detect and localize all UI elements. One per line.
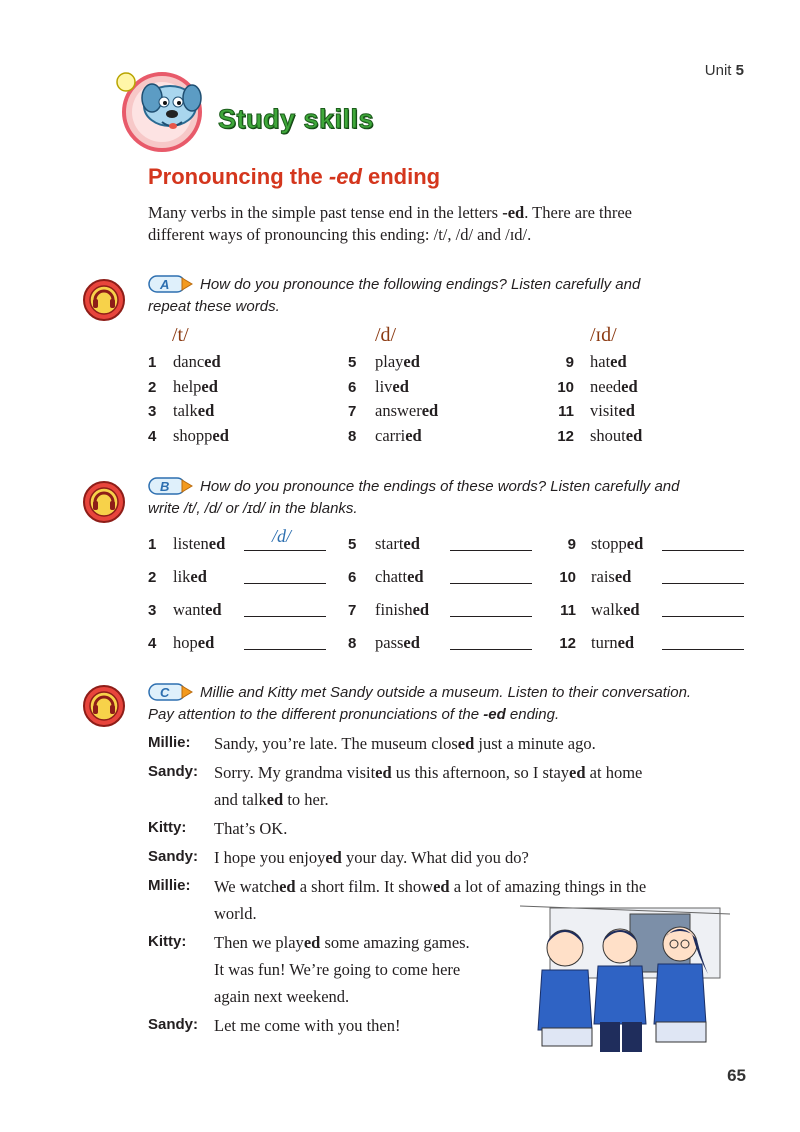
exercise-b-item <box>552 598 752 622</box>
section-title-suffix: ending <box>361 164 441 189</box>
word-stem: liv <box>375 376 393 396</box>
speech-segment: ed <box>457 734 475 753</box>
item-word <box>173 350 221 374</box>
item-word <box>173 631 214 655</box>
item-word <box>590 424 642 448</box>
exercise-a-letter: A <box>160 277 170 292</box>
col-head-t: /t/ <box>172 324 189 346</box>
word-stem: want <box>173 600 206 619</box>
word-stem: talk <box>173 401 198 420</box>
word-stem: play <box>375 352 404 371</box>
section-title-prefix: Pronouncing the <box>148 164 329 189</box>
exercise-b-badge-icon <box>148 477 194 495</box>
exercise-b-letter: B <box>160 479 170 494</box>
speech-segment: ed <box>433 877 450 896</box>
exercise-a-instruction <box>148 274 728 318</box>
word-stem: pass <box>375 633 404 652</box>
speech-line <box>214 730 596 757</box>
word-stem: walk <box>591 600 624 619</box>
exercise-b-item <box>552 532 752 556</box>
item-number: 4 <box>148 635 157 652</box>
speaker-name: Sandy: <box>148 1016 199 1033</box>
item-number: 2 <box>148 378 157 396</box>
exercise-a-item <box>348 350 420 374</box>
exercise-a-item <box>550 375 638 399</box>
exercise-a-text-2: repeat these words. <box>148 298 280 315</box>
exercise-a-item <box>348 399 439 423</box>
item-number: 12 <box>559 635 576 652</box>
speech-segment: Let me come with you then! <box>214 1016 401 1035</box>
word-ending: ed <box>617 633 635 652</box>
exercise-b-item <box>148 631 348 655</box>
item-number: 3 <box>148 403 157 420</box>
speech-segment: just a minute ago. <box>474 734 596 753</box>
exercise-a-item <box>550 399 635 423</box>
exercise-a-item <box>148 424 229 448</box>
item-number: 11 <box>558 403 574 420</box>
item-number: 1 <box>148 354 157 371</box>
item-number: 4 <box>148 427 157 445</box>
answer-blank[interactable] <box>450 616 532 617</box>
speech-segment: ed <box>375 763 392 782</box>
speech-segment: a lot of amazing things in the <box>449 877 647 896</box>
word-ending: ed <box>197 401 215 420</box>
exercise-c-text-1: Millie and Kitty met Sandy outside a museum. Listen to their conversation. <box>200 684 692 701</box>
word-ending: ed <box>392 376 409 396</box>
speech-line <box>214 759 642 786</box>
section-title-italic: -ed <box>328 164 362 189</box>
item-word <box>375 399 438 423</box>
exercise-a-item <box>550 350 627 374</box>
col-head-d: /d/ <box>375 324 397 346</box>
word-ending: ed <box>407 567 424 586</box>
item-word <box>173 424 229 448</box>
exercise-a-item <box>348 375 409 399</box>
exercise-b-instruction <box>148 476 728 520</box>
item-number: 5 <box>348 354 357 371</box>
exercise-b-item <box>552 631 752 655</box>
answer-blank[interactable] <box>450 583 532 584</box>
exercise-b-item <box>348 532 548 556</box>
speech-segment: world. <box>214 904 257 923</box>
intro-text-1a: Many verbs in the simple past tense end in the letters <box>148 203 503 222</box>
exercise-c-instruction <box>148 682 748 726</box>
word-stem: answer <box>375 401 422 420</box>
answer-blank[interactable] <box>244 550 326 551</box>
word-stem: help <box>173 376 202 396</box>
page-number: 65 <box>727 1066 746 1085</box>
answer-blank[interactable] <box>244 616 326 617</box>
exercise-b-text-1: How do you pronounce the endings of these words? Listen carefully and <box>200 478 680 495</box>
speech-line <box>214 873 646 900</box>
mascot-dog-icon <box>112 68 232 154</box>
word-stem: need <box>590 376 622 396</box>
speech-segment: I hope you enjoy <box>214 848 326 867</box>
word-ending: ed <box>208 534 226 553</box>
exercise-c-text-2c: ending. <box>505 706 560 723</box>
item-word <box>590 350 627 374</box>
exercise-a-item <box>148 399 215 423</box>
word-ending: ed <box>201 376 218 396</box>
speech-segment: us this afternoon, so I stay <box>391 763 570 782</box>
exercise-c-text-2a: Pay attention to the different pronunciations of the <box>148 706 484 723</box>
exercise-b-text-2: write /t/, /d/ or /ɪd/ in the blanks. <box>148 500 358 517</box>
item-word <box>590 399 635 423</box>
item-word <box>375 424 422 448</box>
intro-paragraph <box>148 202 728 246</box>
speech-segment: Sandy, you’re late. The museum clos <box>214 734 458 753</box>
word-stem: shout <box>590 425 626 445</box>
answer-blank[interactable] <box>662 616 744 617</box>
unit-prefix: Unit <box>704 62 732 79</box>
item-number: 3 <box>148 602 157 619</box>
word-ending: ed <box>405 425 422 445</box>
word-stem: start <box>375 534 404 553</box>
word-ending: ed <box>190 567 207 586</box>
word-stem: visit <box>590 401 619 420</box>
item-word <box>173 399 214 423</box>
answer-blank[interactable] <box>244 649 326 650</box>
item-number: 2 <box>148 569 157 586</box>
word-stem: lik <box>173 567 191 586</box>
word-stem: stopp <box>591 534 627 553</box>
speech-segment: ed <box>279 877 296 896</box>
speech-segment: ed <box>303 933 321 952</box>
unit-label <box>705 62 744 79</box>
word-stem: rais <box>591 567 615 586</box>
item-word <box>591 565 631 589</box>
speaker-name: Kitty: <box>148 933 187 950</box>
answer-blank[interactable] <box>244 583 326 584</box>
speech-line <box>214 815 287 842</box>
speech-segment: That’s OK. <box>214 819 288 838</box>
speaker-name: Sandy: <box>148 848 199 865</box>
word-ending: ed <box>204 352 221 371</box>
item-word <box>173 532 225 556</box>
intro-text-2: different ways of pronouncing this ending: /t/, /d/ and /ɪd/. <box>148 225 532 244</box>
word-ending: ed <box>621 376 638 396</box>
audio-cd-icon <box>82 278 126 322</box>
item-word <box>173 565 207 589</box>
exercise-b-item <box>552 565 752 589</box>
word-stem: hat <box>590 352 611 371</box>
word-stem: shopp <box>173 425 213 445</box>
col-head-id: /ɪd/ <box>590 324 617 346</box>
item-number: 11 <box>560 602 576 619</box>
exercise-b-item <box>148 565 348 589</box>
exercise-a-text-1: How do you pronounce the following endings? Listen carefully and <box>200 276 641 293</box>
answer-blank[interactable] <box>662 550 744 551</box>
item-number: 1 <box>148 536 157 553</box>
word-ending: ed <box>421 401 439 420</box>
word-stem: finish <box>375 600 413 619</box>
word-ending: ed <box>412 600 430 619</box>
speech-segment: It was fun! We’re going to come here <box>214 960 461 979</box>
item-number: 8 <box>348 635 357 652</box>
speech-segment: your day. What did you do? <box>341 848 529 867</box>
item-word <box>375 598 429 622</box>
exercise-a-item <box>148 350 221 374</box>
word-stem: chatt <box>375 567 408 586</box>
unit-number: 5 <box>735 62 744 79</box>
exercise-a-item <box>148 375 218 399</box>
exercise-c-text-2b: -ed <box>483 706 506 723</box>
word-ending: ed <box>610 352 627 371</box>
speaker-name: Millie: <box>148 734 191 751</box>
speech-segment: Then we play <box>214 933 304 952</box>
speech-line <box>214 786 329 813</box>
speaker-name: Kitty: <box>148 819 187 836</box>
banner-title: Study skills <box>218 104 375 134</box>
exercise-c-badge-icon <box>148 683 194 701</box>
item-number: 10 <box>559 569 576 586</box>
word-ending: ed <box>403 534 420 553</box>
word-ending: ed <box>197 633 215 652</box>
speech-line <box>214 956 460 983</box>
speech-segment: some amazing games. <box>320 933 470 952</box>
item-word <box>375 350 420 374</box>
speech-line <box>214 929 470 956</box>
answer-blank[interactable] <box>450 550 532 551</box>
speech-line <box>214 844 529 871</box>
item-number: 8 <box>348 427 357 445</box>
students-illustration <box>520 900 730 1060</box>
word-ending: ed <box>205 600 222 619</box>
item-number: 10 <box>557 378 574 396</box>
speech-segment: and talk <box>214 790 267 809</box>
exercise-a-badge-icon <box>148 275 194 293</box>
item-word <box>375 565 424 589</box>
word-ending: ed <box>618 401 635 420</box>
exercise-a-item <box>348 424 422 448</box>
exercise-b-item <box>348 631 548 655</box>
item-word <box>375 375 409 399</box>
exercise-c-letter: C <box>160 685 170 700</box>
word-ending: ed <box>626 534 644 553</box>
speech-line <box>214 900 257 927</box>
speech-segment: to her. <box>283 790 329 809</box>
speaker-name: Millie: <box>148 877 191 894</box>
word-stem: carri <box>375 425 406 445</box>
word-stem: danc <box>173 352 205 371</box>
answer-blank[interactable] <box>662 583 744 584</box>
exercise-b-item <box>148 532 348 556</box>
item-number: 6 <box>348 569 357 586</box>
item-word <box>590 375 638 399</box>
speech-segment: ed <box>569 763 586 782</box>
word-ending: ed <box>614 567 632 586</box>
speech-line <box>214 983 349 1010</box>
item-number: 5 <box>348 536 357 553</box>
word-stem: hop <box>173 633 198 652</box>
item-number: 6 <box>348 378 357 396</box>
section-title <box>148 164 440 190</box>
item-number: 7 <box>348 403 357 420</box>
exercise-b-item <box>348 565 548 589</box>
answer-blank[interactable] <box>450 649 532 650</box>
item-number: 9 <box>565 354 574 371</box>
word-stem: listen <box>173 534 209 553</box>
item-word <box>591 532 643 556</box>
exercise-a-item <box>550 424 643 448</box>
speech-segment: ed <box>325 848 342 867</box>
speech-segment: again next weekend. <box>214 987 350 1006</box>
speech-segment: at home <box>585 763 643 782</box>
word-stem: turn <box>591 633 618 652</box>
item-word <box>591 598 640 622</box>
word-ending: ed <box>403 633 420 652</box>
intro-text-1b: -ed <box>502 203 525 222</box>
item-word <box>591 631 634 655</box>
example-answer: /d/ <box>272 526 292 546</box>
answer-blank[interactable] <box>662 649 744 650</box>
speech-segment: ed <box>266 790 284 809</box>
speech-line <box>214 1012 401 1039</box>
audio-cd-icon <box>82 684 126 728</box>
speech-segment: Sorry. My grandma visit <box>214 763 376 782</box>
word-ending: ed <box>623 600 640 619</box>
speaker-name: Sandy: <box>148 763 199 780</box>
speech-segment: a short film. It show <box>295 877 434 896</box>
item-number: 7 <box>348 602 357 619</box>
exercise-b-item <box>348 598 548 622</box>
item-number: 12 <box>557 427 574 445</box>
item-word <box>375 631 420 655</box>
word-ending: ed <box>212 425 229 445</box>
item-number: 9 <box>567 536 576 553</box>
word-ending: ed <box>403 352 420 371</box>
audio-cd-icon <box>82 480 126 524</box>
item-word <box>173 598 222 622</box>
item-word <box>375 532 420 556</box>
speech-segment: We watch <box>214 877 280 896</box>
exercise-b-item <box>148 598 348 622</box>
intro-text-1c: . There are three <box>524 203 633 222</box>
item-word <box>173 375 218 399</box>
word-ending: ed <box>625 425 643 445</box>
